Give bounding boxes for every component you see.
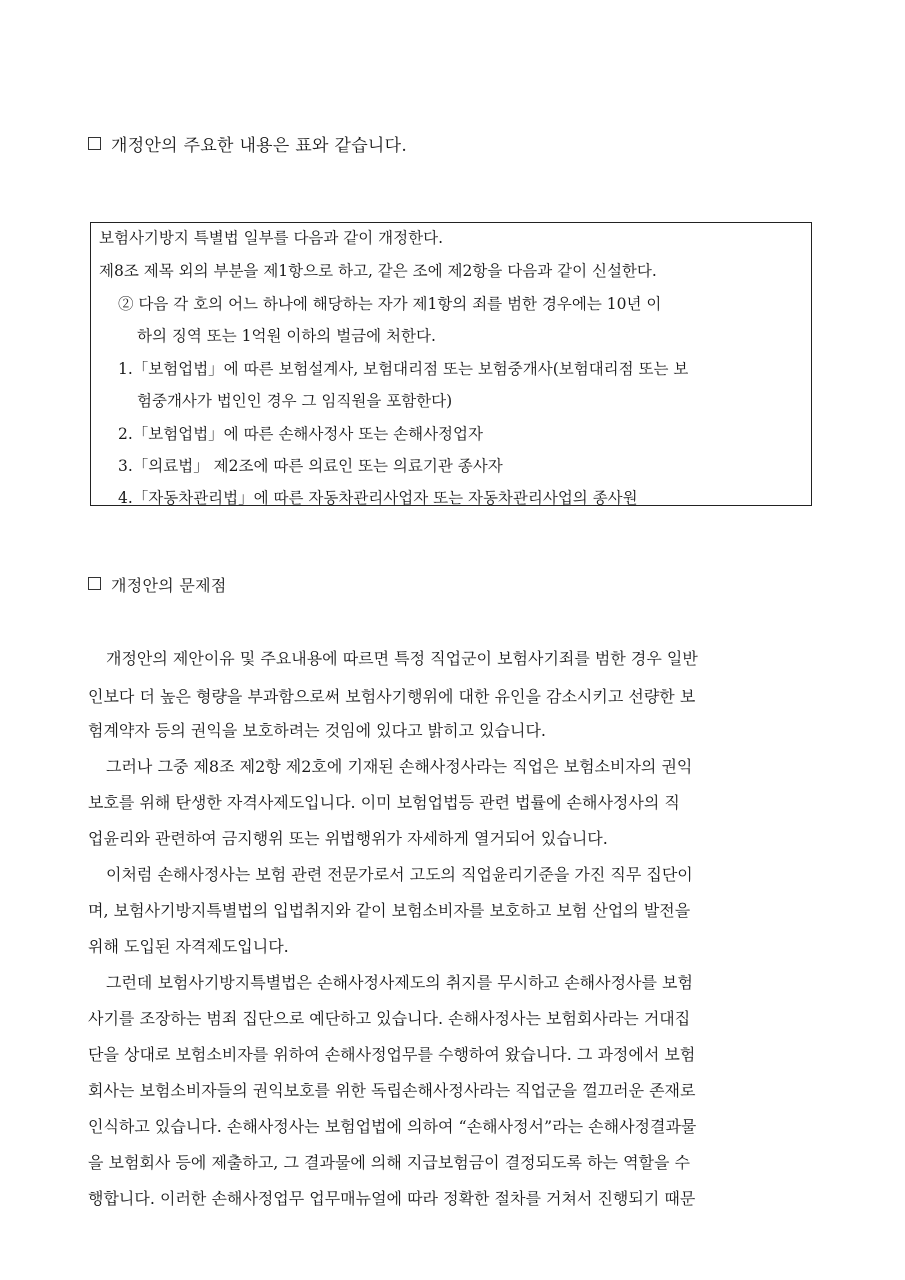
amendment-table <box>90 222 812 506</box>
amendment-line: 제8조 제목 외의 부분을 제1항으로 하고, 같은 조에 제2항을 다음과 같이 신설한다. <box>99 262 657 280</box>
paragraph-line: 개정안의 제안이유 및 주요내용에 따르면 특정 직업군이 보험사기죄를 범한 경우 일반 <box>106 649 698 668</box>
paragraph-line: 험계약자 등의 권익을 보호하려는 것임에 있다고 밝히고 있습니다. <box>88 721 547 740</box>
section-heading-problems <box>88 573 227 596</box>
paragraph-line: 회사는 보험소비자들의 권익보호를 위한 독립손해사정사라는 직업군을 껄끄러운 존재로 <box>88 1081 696 1100</box>
amendment-item: 험중개사가 법인인 경우 그 임직원을 포함한다) <box>137 392 453 410</box>
paragraph-line: 을 보험회사 등에 제출하고, 그 결과물에 의해 지급보험금이 결정되도록 하는 역할을 수 <box>88 1153 690 1172</box>
paragraph-line: 단을 상대로 보험소비자를 위하여 손해사정업무를 수행하여 왔습니다. 그 과정에서 보험 <box>88 1045 696 1064</box>
amendment-clause: 하의 징역 또는 1억원 이하의 벌금에 처한다. <box>137 327 436 345</box>
amendment-item: 1.「보험업법」에 따른 보험설계사, 보험대리점 또는 보험중개사(보험대리점 또는 보 <box>118 360 689 378</box>
paragraph-line: 위해 도입된 자격제도입니다. <box>88 937 289 956</box>
amendment-item: 2.「보험업법」에 따른 손해사정사 또는 손해사정업자 <box>118 425 483 443</box>
paragraph-line: 인식하고 있습니다. 손해사정사는 보험업법에 의하여 “손해사정서”라는 손해사정결과물 <box>88 1117 697 1136</box>
paragraph-line: 그런데 보험사기방지특별법은 손해사정사제도의 취지를 무시하고 손해사정사를 보험 <box>106 973 693 992</box>
amendment-line: 보험사기방지 특별법 일부를 다음과 같이 개정한다. <box>99 229 443 247</box>
amendment-item: 3.「의료법」 제2조에 따른 의료인 또는 의료기관 종사자 <box>118 457 503 475</box>
paragraph-line: 인보다 더 높은 형량을 부과함으로써 보험사기행위에 대한 유인을 감소시키고 선량한 보 <box>88 687 696 706</box>
heading-text: 개정안의 주요한 내용은 표와 같습니다. <box>111 136 408 156</box>
heading-text: 개정안의 문제점 <box>111 576 227 595</box>
checkbox-square-icon <box>88 137 101 150</box>
amendment-item: 4.「자동차관리법」에 따른 자동차관리사업자 또는 자동차관리사업의 종사원 <box>118 489 638 507</box>
paragraph-line: 사기를 조장하는 범죄 집단으로 예단하고 있습니다. 손해사정사는 보험회사라는 거대집 <box>88 1009 691 1028</box>
section-heading-main-content <box>88 131 407 156</box>
paragraph-line: 행합니다. 이러한 손해사정업무 업무매뉴얼에 따라 정확한 절차를 거쳐서 진행되기 때문 <box>88 1189 696 1208</box>
paragraph-line: 업윤리와 관련하여 금지행위 또는 위법행위가 자세하게 열거되어 있습니다. <box>88 829 608 848</box>
checkbox-square-icon <box>88 577 101 590</box>
paragraph-line: 보호를 위해 탄생한 자격사제도입니다. 이미 보험업법등 관련 법률에 손해사정사의 직 <box>88 793 680 812</box>
paragraph-line: 며, 보험사기방지특별법의 입법취지와 같이 보험소비자를 보호하고 보험 산업의 발전을 <box>88 901 691 920</box>
amendment-clause: ② 다음 각 호의 어느 하나에 해당하는 자가 제1항의 죄를 범한 경우에는 10년 이 <box>118 295 662 313</box>
paragraph-line: 이처럼 손해사정사는 보험 관련 전문가로서 고도의 직업윤리기준을 가진 직무 집단이 <box>106 865 693 884</box>
paragraph-line: 그러나 그중 제8조 제2항 제2호에 기재된 손해사정사라는 직업은 보험소비자의 권익 <box>106 757 693 776</box>
